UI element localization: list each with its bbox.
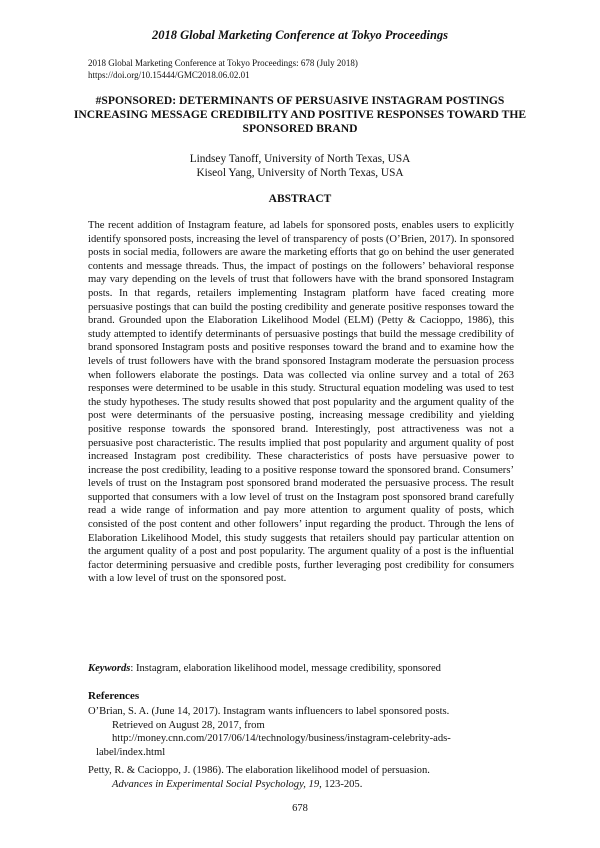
abstract-heading: ABSTRACT — [268, 193, 332, 205]
journal-name: Advances in Experimental Social Psychology, 19 — [112, 778, 320, 790]
reference-url-continued[interactable]: label/index.html — [96, 746, 166, 758]
abstract-text: The recent addition of Instagram feature, ad labels for sponsored posts, enables users to explicitly identify sponsored posts, increasing the level of transparency of posts (O’Brien, 2017). In sponsored posts in social media, followers are aware the marketing efforts that go on behind the user generated contents and message threads. Thus, the impact of postings on the followers’ behavioral response may vary depending on the levels of trust that followers have with the brand sponsored Instagram posts. In that regards, retailers implementing Instagram platform have faced creating more persuasive postings that can build the posting credibility and generate positive responses toward the brand. Grounded upon the Elaboration Likelihood Model (ELM) (Petty & Cacioppo, 1986), this study attempted to identify determinants of persuasive postings that build the message credibility of brand sponsored Instagram posts and positive responses toward the brand and to examine how the levels of trust followers have with the brand sponsored Instagram moderate the persuasion process when followers elaborate the postings. Data was collected via online survey and a total of 263 responses were determined to be usable in this study. Structural equation modeling was used to test the study hypotheses. The study results showed that post popularity and the argument quality of the post were determinants of the persuasive posting, increasing message credibility and yielding positive response towards the sponsored brand. Interestingly, post attractiveness was not a persuasive post characteristic. The results implied that post popularity and argument quality of post increased Instagram post credibility. These characteristics of posts have persuasive power to increase the post credibility, leading to a positive response toward the sponsored brand. Consumers’ levels of trust on the Instagram post sponsored brand moderated the persuasive process. The result supported that consumers with a low level of trust on the Instagram post sponsored brand carefully read a wide range of information and pay more attention to argument quality of posts, which consisted of the post content and other followers’ input regarding the product. Through the lens of Elaboration Likelihood Model, this study suggests that retailers should pay particular attention on the argument quality of a post and post popularity. The argument quality of a post is the influential factor determining persuasive and credible posts, further leveraging post credibility for consumers with a low level of trust on the sponsored post. — [88, 220, 514, 585]
page-number: 678 — [292, 803, 308, 814]
publication-meta — [88, 57, 358, 81]
reference-line: Retrieved on August 28, 2017, from — [112, 719, 265, 731]
keywords-label: Keywords — [88, 663, 131, 674]
references-heading: References — [88, 690, 140, 702]
paper-title: #SPONSORED: DETERMINANTS OF PERSUASIVE INSTAGRAM POSTINGS INCREASING MESSAGE CREDIBILITY AND POSITIVE RESPONSES TOWARD THE SPONSORED BRAND — [73, 94, 527, 135]
reference-source — [88, 778, 514, 792]
citation-line: 2018 Global Marketing Conference at Tokyo Proceedings: 678 (July 2018) — [88, 58, 358, 68]
reference-item — [88, 705, 514, 759]
keywords-text: : Instagram, elaboration likelihood model, message credibility, sponsored — [130, 663, 441, 674]
reference-line: Petty, R. & Cacioppo, J. (1986). The elaboration likelihood model of persuasion. — [88, 765, 430, 776]
reference-url[interactable]: http://money.cnn.com/2017/06/14/technology/business/instagram-celebrity-ads- — [112, 733, 451, 745]
running-head: 2018 Global Marketing Conference at Tokyo Proceedings — [151, 28, 449, 42]
author-1: Lindsey Tanoff, University of North Texas, USA — [189, 153, 411, 165]
doi-link[interactable]: https://doi.org/10.15444/GMC2018.06.02.01 — [88, 70, 250, 80]
reference-item — [88, 764, 514, 791]
reference-pages: , 123-205. — [319, 778, 363, 790]
keywords-line — [88, 663, 441, 674]
author-list — [0, 152, 600, 180]
reference-line: O’Brian, S. A. (June 14, 2017). Instagram wants influencers to label sponsored posts. — [88, 706, 450, 717]
author-2: Kiseol Yang, University of North Texas, USA — [196, 167, 404, 179]
